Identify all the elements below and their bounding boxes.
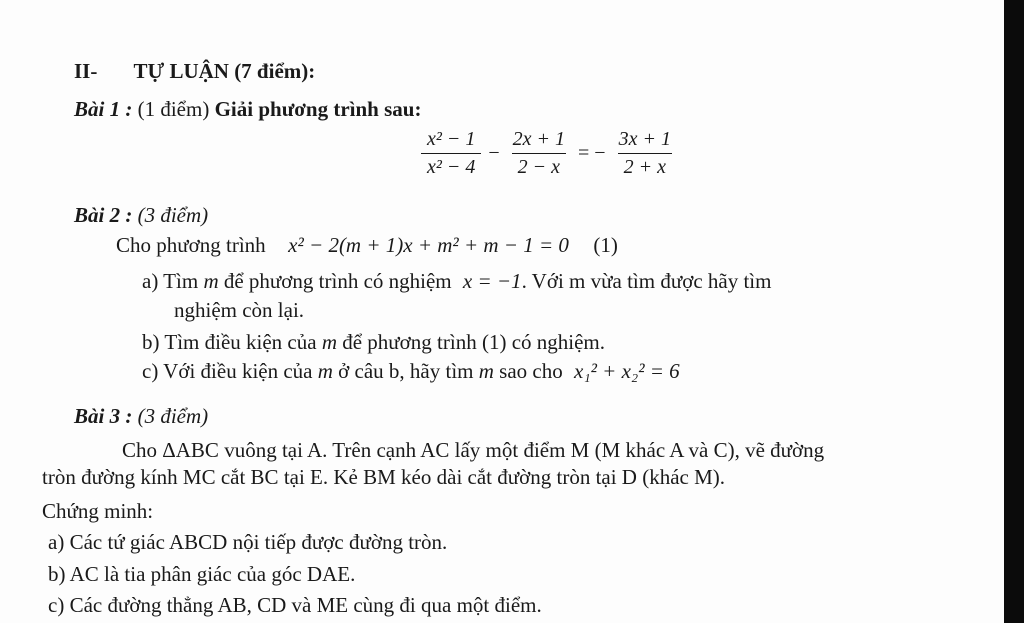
- section-title: TỰ LUẬN (7 điểm):: [133, 59, 316, 83]
- item-a-prefix: a) Tìm: [142, 269, 199, 293]
- screen-edge: [1004, 0, 1024, 623]
- equals-sign: = −: [578, 142, 606, 164]
- bai1-task: Giải phương trình sau:: [214, 97, 422, 121]
- bai3-points: (3 điểm): [137, 404, 209, 428]
- equation-tag: (1): [593, 233, 618, 257]
- fraction-3-denominator: 2 + x: [618, 153, 672, 179]
- item-a-value: x = −1: [462, 269, 522, 293]
- bai2-points: (3 điểm): [137, 203, 209, 227]
- bai3-item-c-text: c) Các đường thẳng AB, CD và ME cùng đi qua một điểm.: [48, 593, 542, 617]
- bai3-label: Bài 3 :: [74, 404, 133, 428]
- fraction-1-denominator: x² − 4: [421, 153, 481, 179]
- fraction-2-denominator: 2 − x: [512, 153, 566, 179]
- bai3-item-c: [48, 592, 542, 618]
- bai3-line1-text: Cho ΔABC vuông tại A. Trên cạnh AC lấy một điểm M (M khác A và C), vẽ đường: [122, 438, 825, 462]
- bai3-heading: [74, 403, 208, 429]
- bai3-prove-label: [42, 498, 153, 524]
- bai3-line1: [122, 437, 824, 463]
- variable-m: m: [317, 359, 333, 383]
- section-header: [74, 58, 315, 84]
- bai2-item-a-line2: [174, 297, 304, 323]
- fraction-2: [507, 128, 571, 179]
- bai2-intro: [116, 232, 618, 258]
- bai2-heading: [74, 202, 208, 228]
- fraction-1-numerator: x² − 1: [427, 128, 476, 150]
- item-c-mid: ở câu b, hãy tìm: [338, 359, 474, 383]
- item-c-mid2: sao cho: [499, 359, 563, 383]
- minus-sign: −: [488, 142, 500, 164]
- item-c-formula: x₁² + x₂² = 6: [574, 359, 680, 383]
- bai2-item-a: [142, 268, 771, 294]
- bai3-line2: [42, 464, 725, 490]
- bai2-label: Bài 2 :: [74, 203, 133, 227]
- item-c-prefix: c) Với điều kiện của: [142, 359, 313, 383]
- fraction-3-numerator: 3x + 1: [618, 128, 671, 150]
- item-a-line2-text: nghiệm còn lại.: [174, 298, 305, 322]
- bai2-intro-text: Cho phương trình: [116, 233, 266, 257]
- bai3-item-a-text: a) Các tứ giác ABCD nội tiếp được đường tròn.: [48, 530, 448, 554]
- bai1-label: Bài 1 :: [74, 97, 133, 121]
- item-b-rest: để phương trình (1) có nghiệm.: [342, 330, 606, 354]
- item-a-mid: để phương trình có nghiệm: [223, 269, 452, 293]
- variable-m: m: [478, 359, 494, 383]
- bai3-item-b-text: b) AC là tia phân giác của góc DAE.: [48, 562, 356, 586]
- section-number: II-: [74, 59, 98, 83]
- bai1-points: (1 điểm): [137, 97, 210, 121]
- bai1-heading: [74, 96, 421, 122]
- fraction-3: [613, 128, 677, 179]
- bai2-item-b: [142, 329, 605, 355]
- prove-label-text: Chứng minh:: [42, 499, 154, 523]
- variable-m: m: [321, 330, 337, 354]
- item-a-rest: . Với m vừa tìm được hãy tìm: [521, 269, 772, 293]
- bai3-line2-text: tròn đường kính MC cắt BC tại E. Kẻ BM kéo dài cắt đường tròn tại D (khác M).: [42, 465, 726, 489]
- bai1-equation: [418, 128, 680, 179]
- variable-m: m: [203, 269, 219, 293]
- bai3-item-b: [48, 561, 355, 587]
- bai3-item-a: [48, 529, 447, 555]
- bai2-equation: x² − 2(m + 1)x + m² + m − 1 = 0: [288, 233, 569, 257]
- fraction-2-numerator: 2x + 1: [512, 128, 566, 150]
- bai2-item-c: [142, 358, 680, 384]
- item-b-prefix: b) Tìm điều kiện của: [142, 330, 317, 354]
- fraction-1: [421, 128, 481, 179]
